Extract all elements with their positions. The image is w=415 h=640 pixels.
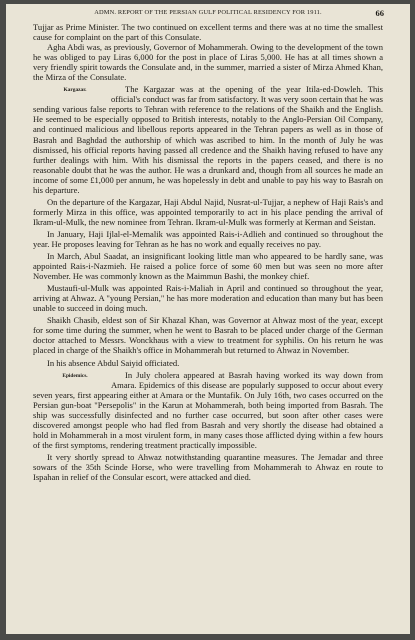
- paragraph-text: The Kargazar was at the opening of the year Itila-ed-Dowleh. This official's conduct was far from satisfactory. It was very soon certain that he was sending various false reports to Tehran with reference to the relations of the Shaikh and the English. He seemed to be especially opposed to British interests, notably to the Anglo-Persian Oil Company, and continued malicious and libellous reports appeared in the Tehran papers as well as in those of Basrah and Baghdad the authorship of which was ascribed to him. In the month of July he was dismissed, his official reports having passed all credence and the Shaikh having refused to have any further dealings with him. With his dismissal the reports in the papers ceased, and there is no reasonable doubt that he was the author. He was a drunkard and, though from all sources he made an income of some £1,000 per annum, he was hopelessly in debt and unable to pay his way to Basrah on his departure.: [33, 84, 383, 195]
- paragraph: On the departure of the Kargazar, Haji Abdul Najid, Nusrat-ul-Tujjar, a nephew of Haji Rais's and formerly Mirza in this office, was appointed temporarily to act in his place pending the arrival of Ikram-ul-Mulk, the new nominee from Tehran. Ikram-ul-Mulk was formerly at Kerman and Seistan.: [33, 196, 383, 227]
- paragraph: Tujjar as Prime Minister. The two continued on excellent terms and there was at no time the smallest cause for complaint on the part of this Consulate.: [33, 22, 383, 43]
- paragraph: Mustaufi-ul-Mulk was appointed Rais-i-Maliah in April and continued so throughout the year, arriving at Ahwaz. A "young Persian," he has more moderation and education than many but has been unable to succeed in doing much.: [33, 283, 383, 314]
- page-header: [6, 9, 410, 20]
- paragraph: [33, 84, 383, 195]
- paragraph: In March, Abul Saadat, an insignificant looking little man who appeared to be hardly sane, was appointed Rais-i-Nazmieh. He raised a police force of some 60 men but was seen no more after November. He was commonly known as the Maimmun Bashi, the monkey chief.: [33, 251, 383, 282]
- running-head: ADMN. REPORT OF THE PERSIAN GULF POLITICAL RESIDENCY FOR 1911.: [94, 9, 322, 16]
- paragraph: In his absence Abdul Saiyid officiated.: [47, 357, 180, 368]
- paragraph: In January, Haji Ijlal-el-Memalik was appointed Rais-i-Adlieh and continued so throughout the year. He proposes leaving for Tehran as he has no work and equally receives no pay.: [33, 228, 383, 249]
- paragraph: Agha Abdi was, as previously, Governor of Mohammerah. Owing to the development of the town he was obliged to pay Liras 6,000 for the post in place of Liras 5,000. He has at all times shown a very friendly spirit towards the Consulate and, in the summer, married a sister of Mirza Ahmed Khan, the Mirza of the Consulate.: [33, 42, 383, 83]
- paragraph: It very shortly spread to Ahwaz notwithstanding quarantine measures. The Jemadar and three sowars of the 35th Scinde Horse, who were travelling from Mohammerah to Ahwaz en route to Ispahan in relief of the Consular escort, were attacked and died.: [33, 451, 383, 483]
- side-label-epidemics: Epidemics.: [62, 372, 88, 379]
- paragraph: [33, 370, 383, 450]
- document-page: [6, 4, 410, 634]
- paragraph: Shaikh Chasib, eldest son of Sir Khazal Khan, was Governor at Ahwaz most of the year, except for some time during the summer, when he went to Basrah to be placed under charge of the German doctor attached to Messrs. Wonckhaus with a view to treatment for syphilis. On his return he was placed in charge of the Shaikh's office in Mohammerah but returned to Ahwaz in November.: [33, 315, 383, 356]
- side-label-kargazar: Kargazar.: [63, 87, 87, 94]
- body-text: [33, 22, 383, 482]
- page-number: 66: [375, 8, 384, 18]
- paragraph-text: In July cholera appeared at Basrah having worked its way down from Amara. Epidemics of this disease are popularly supposed to occur about every seven years, first appearing either at Amara or the Muntafik. On July 16th, two cases occurred on the Persian gun-boat "Persepolis" in the Karun at Mohammerah, both being imported from Basrah. The ship was successfully disinfected and no further case occurred, but soon after other cases were discovered amongst people who had fled from Basrah and very shortly the disease had obtained a hold in Mohammerah in a most virulent form, in many cases those afflicted dying within a few hours of the first symptoms, rendering treatment practically impossible.: [33, 369, 383, 450]
